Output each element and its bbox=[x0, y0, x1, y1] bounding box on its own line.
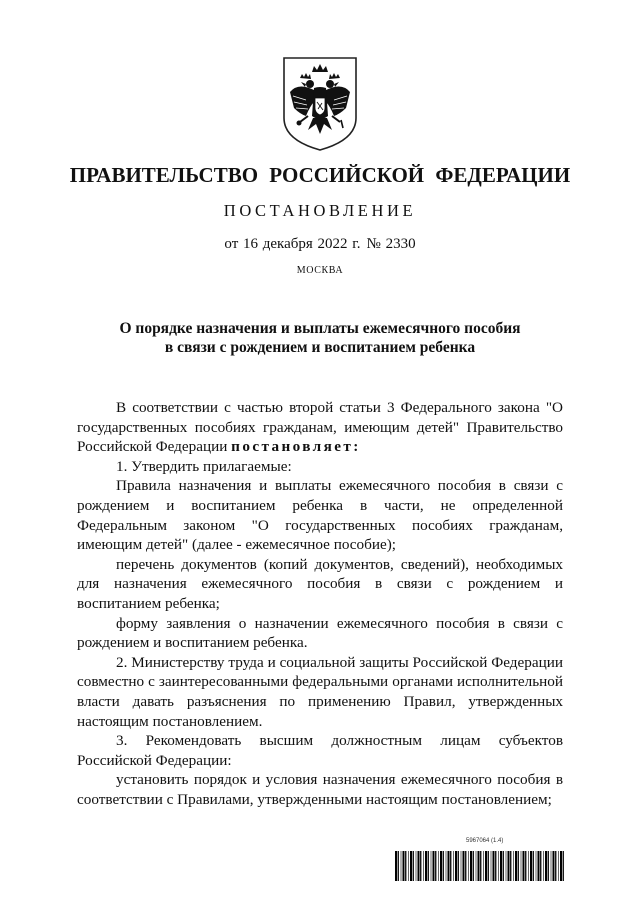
paragraph-8: установить порядок и условия назначения ежемесячного пособия в соответствии с Правилами, утвержденными настоящим постановлением; bbox=[77, 771, 563, 808]
document-type: ПОСТАНОВЛЕНИЕ bbox=[223, 201, 417, 220]
date-number-line bbox=[0, 236, 640, 253]
paragraph-2: 1. Утвердить прилагаемые: bbox=[116, 457, 292, 475]
paragraph-4: перечень документов (копий документов, сведений), необходимых для назначения ежемесячного пособия в связи с рождением и воспитанием ребенка; bbox=[77, 555, 563, 612]
paragraph-7: 3. Рекомендовать высшим должностным лицам субъектов Российской Федерации: bbox=[77, 732, 563, 769]
document-title bbox=[0, 319, 640, 357]
paragraph-3: Правила назначения и выплаты ежемесячного пособия в связи с рождением и воспитанием ребенка в части, не определенной Федеральным законом "О государственных пособиях гражданам, имеющим детей" (далее - ежемесячное пособие); bbox=[77, 477, 563, 554]
paragraph-6: 2. Министерству труда и социальной защиты Российской Федерации совместно с заинтересованными федеральными органами исполнительной власти давать разъяснения по применению Правил, утвержденных настоящим постановлением. bbox=[77, 653, 563, 730]
paragraph-1-text: В соответствии с частью второй статьи 3 Федерального закона "О государственных пособиях гражданам, имеющим детей" Правительство Российской Федерации bbox=[77, 399, 563, 456]
document-date: от 16 декабря 2022 г. bbox=[224, 236, 361, 252]
coat-of-arms-icon bbox=[280, 56, 360, 152]
city: МОСКВА bbox=[296, 265, 344, 276]
paragraph-1 bbox=[77, 398, 563, 457]
title-line-2: в связи с рождением и воспитанием ребенка bbox=[164, 339, 476, 356]
paragraph-5: форму заявления о назначении ежемесячного пособия в связи с рождением и воспитанием ребенка. bbox=[77, 614, 563, 652]
document-number: № 2330 bbox=[366, 236, 416, 252]
document-body bbox=[77, 398, 563, 809]
government-name: ПРАВИТЕЛЬСТВО РОССИЙСКОЙ ФЕДЕРАЦИИ bbox=[69, 163, 571, 187]
document-code: 5967064 (1.4) bbox=[466, 838, 504, 844]
decree-word: постановляет: bbox=[231, 438, 361, 456]
title-line-1: О порядке назначения и выплаты ежемесячного пособия bbox=[119, 320, 521, 337]
barcode bbox=[395, 851, 565, 881]
